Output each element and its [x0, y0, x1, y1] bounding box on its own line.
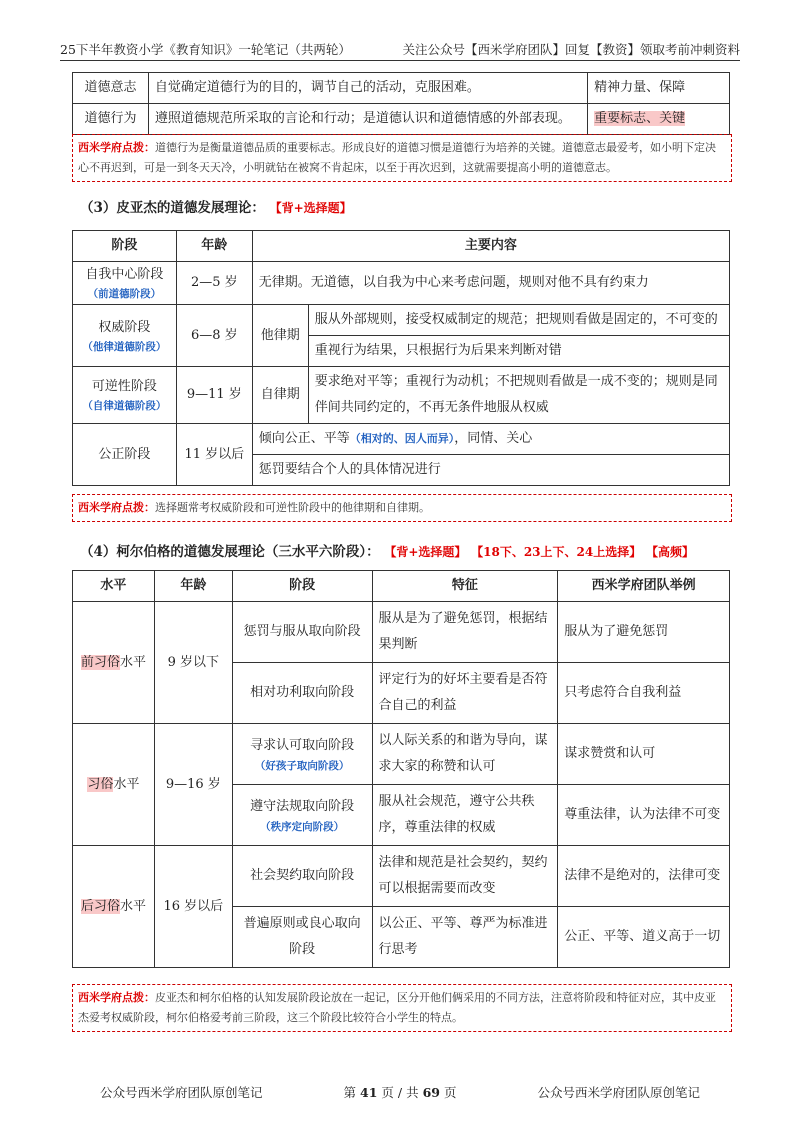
- piaget-table: [72, 230, 730, 486]
- section-tag: 【背+选择题】: [384, 545, 467, 559]
- example-cell: 谋求赞赏和认可: [558, 724, 730, 785]
- level-suffix: 水平: [113, 776, 140, 792]
- content-cell: 要求绝对平等；重视行为动机；不把规则看做是一成不变的；规则是同伴间共同约定的，不再无条件地服从权威: [308, 367, 729, 424]
- stage-name: 可逆性阶段: [91, 379, 157, 394]
- feature-cell: 评定行为的好坏主要看是否符合自己的利益: [372, 663, 558, 724]
- page-footer: [100, 1083, 700, 1101]
- level-highlight: 前习俗: [80, 654, 120, 670]
- table-row: [73, 305, 730, 336]
- age-cell: 16 岁以后: [154, 846, 232, 968]
- feature-cell: 法律和规范是社会契约，契约可以根据需要而改变: [372, 846, 558, 907]
- stage-cell: [73, 305, 177, 367]
- stage-cell: [73, 262, 177, 305]
- header-left: 25下半年教资小学《教育知识》一轮笔记（共两轮）: [60, 42, 351, 57]
- stage-cell: 普遍原则或良心取向阶段: [232, 907, 372, 968]
- current-page: 41: [360, 1085, 378, 1100]
- content-cell: 服从外部规则，接受权威制定的规范；把规则看做是固定的，不可变的: [308, 305, 729, 336]
- level-suffix: 水平: [119, 898, 146, 914]
- age-cell: 6—8 岁: [176, 305, 252, 367]
- stage-sub: （好孩子取向阶段）: [254, 760, 350, 772]
- header-level: 水平: [73, 571, 155, 602]
- feature-cell: 以公正、平等、尊严为标准进行思考: [372, 907, 558, 968]
- age-cell: 9—11 岁: [176, 367, 252, 424]
- level-suffix: 水平: [119, 654, 146, 670]
- level-cell: [73, 602, 155, 724]
- footer-left: 公众号西米学府团队原创笔记: [100, 1085, 263, 1100]
- page-prefix: 第: [343, 1085, 357, 1100]
- definition-cell: 遵照道德规范所采取的言论和行动；是道德认识和道德情感的外部表现。: [148, 104, 587, 135]
- content-part: 倾向公正、平等: [258, 431, 350, 446]
- level-highlight: 后习俗: [80, 898, 120, 914]
- definition-cell: 自觉确定道德行为的目的，调节自己的活动，克服困难。: [148, 73, 587, 104]
- header-stage: 阶段: [73, 231, 177, 262]
- moral-components-table: [72, 72, 730, 135]
- period-cell: 他律期: [252, 305, 308, 367]
- tag-cell: [588, 104, 730, 135]
- tip-label: 西米学府点拨：: [78, 991, 155, 1004]
- level-cell: [73, 724, 155, 846]
- header-content: 主要内容: [252, 231, 729, 262]
- level-cell: [73, 846, 155, 968]
- tip-box-1: [72, 134, 732, 182]
- tip-text: 皮亚杰和柯尔伯格的认知发展阶段论放在一起记，区分开他们俩采用的不同方法，注意将阶段和特征对应，其中皮亚杰爱考权威阶段，柯尔伯格爱考前三阶段，这三个阶段比较符合小学生的特点。: [78, 991, 716, 1024]
- page-header: [60, 38, 740, 61]
- example-cell: 只考虑符合自我利益: [558, 663, 730, 724]
- section-title-text: （4）柯尔伯格的道德发展理论（三水平六阶段）：: [80, 544, 380, 560]
- tip-box-2: [72, 494, 732, 522]
- age-cell: 9—16 岁: [154, 724, 232, 846]
- stage-name: 权威阶段: [98, 319, 151, 335]
- header-age: 年龄: [154, 571, 232, 602]
- period-cell: 自律期: [252, 367, 308, 424]
- section-tag: 【18下、23上下、24上选择】: [471, 545, 642, 559]
- stage-name: 自我中心阶段: [85, 267, 164, 282]
- table-row: [73, 724, 730, 785]
- section-tag: 【背+选择题】: [269, 201, 352, 215]
- table-row: [73, 424, 730, 455]
- table-header-row: [73, 231, 730, 262]
- page-mid: 页 / 共: [381, 1085, 419, 1100]
- content-cell: [252, 424, 729, 455]
- header-feature: 特征: [372, 571, 558, 602]
- stage-cell: [232, 785, 372, 846]
- content-part: ，同情、关心: [454, 431, 533, 446]
- table-row: [73, 262, 730, 305]
- table-row: [73, 846, 730, 907]
- content-cell: 惩罚要结合个人的具体情况进行: [252, 455, 729, 486]
- term-cell: 道德意志: [73, 73, 149, 104]
- stage-name: 寻求认可取向阶段: [250, 738, 355, 753]
- table-row: [73, 104, 730, 135]
- section-3-title: [80, 196, 352, 216]
- feature-cell: 服从社会规范，遵守公共秩序，尊重法律的权威: [372, 785, 558, 846]
- stage-cell: 公正阶段: [73, 424, 177, 486]
- age-cell: 9 岁以下: [154, 602, 232, 724]
- stage-cell: 惩罚与服从取向阶段: [232, 602, 372, 663]
- age-cell: 2—5 岁: [176, 262, 252, 305]
- stage-sub: （秩序定向阶段）: [260, 821, 345, 833]
- term-cell: 道德行为: [73, 104, 149, 135]
- tip-box-3: [72, 984, 732, 1032]
- stage-name: 遵守法规取向阶段: [250, 799, 355, 814]
- example-cell: 尊重法律，认为法律不可变: [558, 785, 730, 846]
- table-row: [73, 602, 730, 663]
- stage-sub: （他律道德阶段）: [82, 340, 167, 353]
- tip-text: 道德行为是衡量道德品质的重要标志。形成良好的道德习惯是道德行为培养的关键。道德意志最爱考，如小明下定决心不再迟到，可是一到冬天天冷，小明就钻在被窝不肯起床，以至于再次迟到，这就需要提高小明的道德意志。: [78, 141, 716, 174]
- table-row: [73, 367, 730, 424]
- page-suffix: 页: [443, 1085, 457, 1100]
- total-pages: 69: [422, 1085, 440, 1100]
- highlighted-tag: 重要标志、关键: [594, 111, 686, 126]
- level-highlight: 习俗: [87, 776, 114, 792]
- tip-label: 西米学府点拨：: [78, 141, 155, 154]
- stage-cell: [232, 724, 372, 785]
- feature-cell: 服从是为了避免惩罚，根据结果判断: [372, 602, 558, 663]
- header-stage: 阶段: [232, 571, 372, 602]
- section-4-title: [80, 540, 694, 560]
- footer-right: 公众号西米学府团队原创笔记: [537, 1085, 700, 1100]
- stage-cell: 相对功利取向阶段: [232, 663, 372, 724]
- example-cell: 服从为了避免惩罚: [558, 602, 730, 663]
- example-cell: 法律不是绝对的，法律可变: [558, 846, 730, 907]
- content-emphasis: （相对的、因人而异）: [349, 432, 455, 445]
- content-cell: 重视行为结果，只根据行为后果来判断对错: [308, 336, 729, 367]
- header-example: 西米学府团队举例: [558, 571, 730, 602]
- stage-sub: （自律道德阶段）: [82, 400, 167, 412]
- content-cell: 无律期。无道德，以自我为中心来考虑问题，规则对他不具有约束力: [252, 262, 729, 305]
- page-number: [344, 1083, 457, 1101]
- table-header-row: [73, 571, 730, 602]
- tip-text: 选择题常考权威阶段和可逆性阶段中的他律期和自律期。: [155, 501, 430, 514]
- section-tag: 【高频】: [645, 545, 694, 559]
- example-cell: 公正、平等、道义高于一切: [558, 907, 730, 968]
- tag-cell: 精神力量、保障: [588, 73, 730, 104]
- stage-sub: （前道德阶段）: [87, 288, 162, 300]
- kohlberg-table: [72, 570, 730, 968]
- age-cell: 11 岁以后: [176, 424, 252, 486]
- feature-cell: 以人际关系的和谐为导向，谋求大家的称赞和认可: [372, 724, 558, 785]
- stage-cell: [73, 367, 177, 424]
- section-title-text: （3）皮亚杰的道德发展理论：: [80, 200, 265, 216]
- header-age: 年龄: [176, 231, 252, 262]
- table-row: [73, 73, 730, 104]
- tip-label: 西米学府点拨：: [78, 501, 155, 514]
- stage-cell: 社会契约取向阶段: [232, 846, 372, 907]
- header-right: 关注公众号【西米学府团队】回复【教资】领取考前冲刺资料: [402, 42, 740, 57]
